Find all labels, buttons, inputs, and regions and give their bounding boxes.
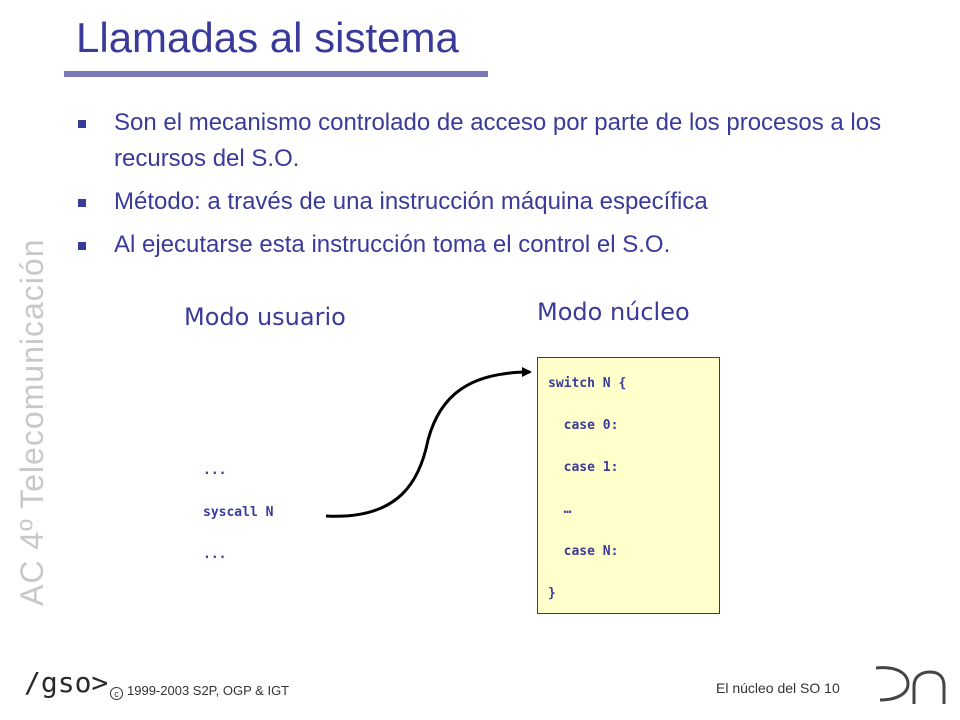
copyright-icon: c [110, 687, 123, 700]
bullet-text: Son el mecanismo controlado de acceso por parte de los procesos a los recursos del S.O. [114, 109, 882, 172]
copyright-notice [110, 683, 289, 700]
kernel-code-line: … [548, 502, 572, 517]
kernel-code-line: case N: [548, 544, 619, 559]
kernel-code-line: switch N { [548, 376, 627, 391]
decorative-curves-icon [868, 660, 948, 708]
bullet-text: Método: a través de una instrucción máquina específica [114, 188, 708, 215]
bullet-text: Al ejecutarse esta instrucción toma el control el S.O. [114, 231, 671, 258]
kernel-mode-label: Modo núcleo [537, 298, 690, 326]
user-code-line: syscall N [203, 505, 274, 520]
kernel-code-line: case 1: [548, 460, 619, 475]
user-mode-label: Modo usuario [184, 303, 346, 331]
kernel-code-line: case 0: [548, 418, 619, 433]
gso-logo: /gso> [24, 666, 109, 699]
page-label: El núcleo del SO 10 [716, 680, 840, 696]
slide-title: Llamadas al sistema [76, 14, 459, 61]
course-side-label: AC 4º Telecomunicación [14, 238, 50, 606]
copyright-text: 1999-2003 S2P, OGP & IGT [127, 683, 290, 698]
user-code-line: ... [203, 463, 227, 478]
user-code-line: ... [203, 547, 227, 562]
kernel-code-line: } [548, 586, 556, 601]
